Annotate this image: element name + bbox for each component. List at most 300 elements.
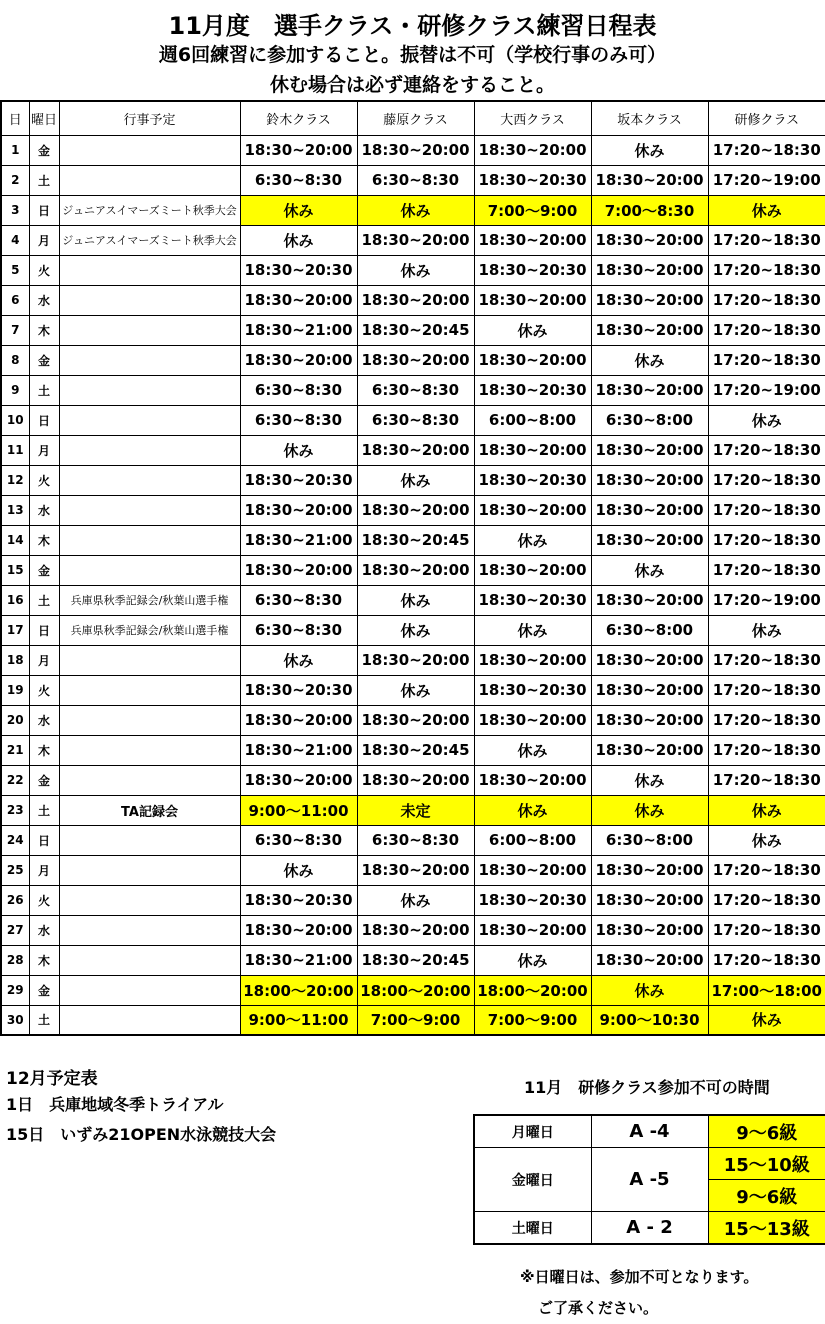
event-cell: TA記録会 bbox=[59, 795, 240, 825]
onishi-cell: 18:30~20:00 bbox=[474, 645, 591, 675]
fujiwara-cell: 6:30~8:30 bbox=[357, 375, 474, 405]
day-cell: 20 bbox=[1, 705, 29, 735]
suzuki-cell: 18:30~20:30 bbox=[240, 675, 357, 705]
weekday-cell: 土 bbox=[29, 165, 59, 195]
fujiwara-cell: 未定 bbox=[357, 795, 474, 825]
table-row bbox=[1, 675, 825, 705]
suzuki-cell: 9:00～11:00 bbox=[240, 795, 357, 825]
event-cell bbox=[59, 765, 240, 795]
onishi-cell: 18:30~20:00 bbox=[474, 345, 591, 375]
table-row bbox=[1, 195, 825, 225]
onishi-cell: 18:30~20:00 bbox=[474, 495, 591, 525]
table-row bbox=[1, 885, 825, 915]
kenshu-cell: 17:20~18:30 bbox=[708, 735, 825, 765]
kenshu-cell: 17:20~18:30 bbox=[708, 645, 825, 675]
table-row bbox=[1, 645, 825, 675]
sakamoto-cell: 休み bbox=[591, 975, 708, 1005]
weekday-cell: 木 bbox=[29, 735, 59, 765]
suzuki-cell: 18:30~20:00 bbox=[240, 915, 357, 945]
table-row bbox=[474, 1148, 825, 1180]
table-row bbox=[1, 255, 825, 285]
event-cell bbox=[59, 375, 240, 405]
weekday-cell: 日 bbox=[29, 195, 59, 225]
event-cell bbox=[59, 165, 240, 195]
sakamoto-cell: 18:30~20:00 bbox=[591, 915, 708, 945]
event-cell bbox=[59, 825, 240, 855]
onishi-cell: 7:00～9:00 bbox=[474, 1005, 591, 1035]
header-fujiwara: 藤原クラス bbox=[357, 101, 474, 135]
fujiwara-cell: 休み bbox=[357, 615, 474, 645]
fujiwara-cell: 18:30~20:00 bbox=[357, 855, 474, 885]
nr-class: A -5 bbox=[591, 1148, 708, 1212]
table-row bbox=[1, 405, 825, 435]
sakamoto-cell: 6:30~8:00 bbox=[591, 825, 708, 855]
day-cell: 13 bbox=[1, 495, 29, 525]
sakamoto-cell: 休み bbox=[591, 345, 708, 375]
table-row bbox=[1, 165, 825, 195]
table-row bbox=[1, 825, 825, 855]
kenshu-cell: 17:20~18:30 bbox=[708, 885, 825, 915]
day-cell: 30 bbox=[1, 1005, 29, 1035]
sakamoto-cell: 18:30~20:00 bbox=[591, 375, 708, 405]
kenshu-cell: 休み bbox=[708, 795, 825, 825]
fujiwara-cell: 休み bbox=[357, 675, 474, 705]
page-title: 11月度 選手クラス・研修クラス練習日程表 bbox=[168, 12, 657, 40]
table-row bbox=[1, 315, 825, 345]
suzuki-cell: 18:30~20:00 bbox=[240, 495, 357, 525]
sakamoto-cell: 18:30~20:00 bbox=[591, 945, 708, 975]
nr-day: 月曜日 bbox=[474, 1115, 591, 1148]
day-cell: 14 bbox=[1, 525, 29, 555]
suzuki-cell: 18:30~21:00 bbox=[240, 315, 357, 345]
onishi-cell: 休み bbox=[474, 615, 591, 645]
table-row bbox=[1, 615, 825, 645]
onishi-cell: 18:30~20:30 bbox=[474, 465, 591, 495]
fujiwara-cell: 18:30~20:45 bbox=[357, 945, 474, 975]
onishi-cell: 18:30~20:00 bbox=[474, 225, 591, 255]
nr-day: 金曜日 bbox=[474, 1148, 591, 1212]
day-cell: 19 bbox=[1, 675, 29, 705]
header-sakamoto: 坂本クラス bbox=[591, 101, 708, 135]
onishi-cell: 18:30~20:00 bbox=[474, 435, 591, 465]
sunday-note: ※日曜日は、参加不可となります。 bbox=[520, 1268, 759, 1286]
weekday-cell: 水 bbox=[29, 495, 59, 525]
sakamoto-cell: 18:30~20:00 bbox=[591, 315, 708, 345]
table-row bbox=[1, 735, 825, 765]
onishi-cell: 18:30~20:00 bbox=[474, 135, 591, 165]
sakamoto-cell: 18:30~20:00 bbox=[591, 285, 708, 315]
onishi-cell: 休み bbox=[474, 945, 591, 975]
suzuki-cell: 18:30~20:00 bbox=[240, 765, 357, 795]
fujiwara-cell: 6:30~8:30 bbox=[357, 405, 474, 435]
table-header-row bbox=[1, 101, 825, 135]
table-row bbox=[1, 1005, 825, 1035]
day-cell: 4 bbox=[1, 225, 29, 255]
event-cell bbox=[59, 555, 240, 585]
event-cell bbox=[59, 495, 240, 525]
fujiwara-cell: 休み bbox=[357, 195, 474, 225]
weekday-cell: 土 bbox=[29, 375, 59, 405]
kenshu-cell: 休み bbox=[708, 825, 825, 855]
suzuki-cell: 18:30~21:00 bbox=[240, 525, 357, 555]
header-kenshu: 研修クラス bbox=[708, 101, 825, 135]
fujiwara-cell: 休み bbox=[357, 465, 474, 495]
day-cell: 7 bbox=[1, 315, 29, 345]
onishi-cell: 18:30~20:30 bbox=[474, 885, 591, 915]
event-cell bbox=[59, 525, 240, 555]
sakamoto-cell: 休み bbox=[591, 135, 708, 165]
event-cell bbox=[59, 975, 240, 1005]
kenshu-cell: 17:20~18:30 bbox=[708, 285, 825, 315]
schedule-table bbox=[0, 100, 825, 1036]
event-cell: ジュニアスイマーズミート秋季大会 bbox=[59, 225, 240, 255]
table-row bbox=[1, 345, 825, 375]
event-cell bbox=[59, 705, 240, 735]
table-row bbox=[1, 855, 825, 885]
table-row bbox=[1, 795, 825, 825]
suzuki-cell: 休み bbox=[240, 195, 357, 225]
kenshu-cell: 17:20~19:00 bbox=[708, 375, 825, 405]
suzuki-cell: 18:30~20:00 bbox=[240, 135, 357, 165]
table-row bbox=[1, 135, 825, 165]
sakamoto-cell: 6:30~8:00 bbox=[591, 615, 708, 645]
day-cell: 5 bbox=[1, 255, 29, 285]
weekday-cell: 火 bbox=[29, 255, 59, 285]
kenshu-cell: 17:20~18:30 bbox=[708, 555, 825, 585]
table-row bbox=[1, 225, 825, 255]
table-row bbox=[1, 975, 825, 1005]
weekday-cell: 水 bbox=[29, 915, 59, 945]
subtitle-rule: 週6回練習に参加すること。振替は不可（学校行事のみ可） bbox=[158, 44, 667, 66]
day-cell: 24 bbox=[1, 825, 29, 855]
suzuki-cell: 18:30~20:00 bbox=[240, 555, 357, 585]
suzuki-cell: 休み bbox=[240, 225, 357, 255]
onishi-cell: 休み bbox=[474, 735, 591, 765]
kenshu-cell: 17:20~18:30 bbox=[708, 225, 825, 255]
fujiwara-cell: 18:30~20:00 bbox=[357, 705, 474, 735]
thanks-note: ご了承ください。 bbox=[538, 1299, 659, 1317]
sakamoto-cell: 休み bbox=[591, 765, 708, 795]
suzuki-cell: 6:30~8:30 bbox=[240, 165, 357, 195]
kenshu-cell: 休み bbox=[708, 195, 825, 225]
weekday-cell: 土 bbox=[29, 795, 59, 825]
sakamoto-cell: 18:30~20:00 bbox=[591, 255, 708, 285]
onishi-cell: 休み bbox=[474, 795, 591, 825]
suzuki-cell: 6:30~8:30 bbox=[240, 585, 357, 615]
sakamoto-cell: 18:30~20:00 bbox=[591, 165, 708, 195]
suzuki-cell: 休み bbox=[240, 435, 357, 465]
sakamoto-cell: 18:30~20:00 bbox=[591, 495, 708, 525]
onishi-cell: 7:00～9:00 bbox=[474, 195, 591, 225]
table-row bbox=[1, 945, 825, 975]
onishi-cell: 18:30~20:00 bbox=[474, 915, 591, 945]
onishi-cell: 18:30~20:00 bbox=[474, 555, 591, 585]
onishi-cell: 18:30~20:30 bbox=[474, 375, 591, 405]
kenshu-cell: 17:20~18:30 bbox=[708, 915, 825, 945]
day-cell: 26 bbox=[1, 885, 29, 915]
table-row bbox=[1, 705, 825, 735]
header-onishi: 大西クラス bbox=[474, 101, 591, 135]
fujiwara-cell: 18:30~20:00 bbox=[357, 915, 474, 945]
fujiwara-cell: 18:30~20:00 bbox=[357, 435, 474, 465]
day-cell: 21 bbox=[1, 735, 29, 765]
fujiwara-cell: 18:30~20:00 bbox=[357, 135, 474, 165]
weekday-cell: 火 bbox=[29, 675, 59, 705]
nr-class: A - 2 bbox=[591, 1212, 708, 1245]
suzuki-cell: 18:30~20:30 bbox=[240, 255, 357, 285]
table-row bbox=[1, 495, 825, 525]
table-row bbox=[1, 915, 825, 945]
suzuki-cell: 18:00～20:00 bbox=[240, 975, 357, 1005]
day-cell: 8 bbox=[1, 345, 29, 375]
day-cell: 22 bbox=[1, 765, 29, 795]
event-cell bbox=[59, 945, 240, 975]
fujiwara-cell: 休み bbox=[357, 255, 474, 285]
day-cell: 29 bbox=[1, 975, 29, 1005]
event-cell bbox=[59, 885, 240, 915]
kenshu-cell: 17:20~18:30 bbox=[708, 435, 825, 465]
kenshu-cell: 休み bbox=[708, 405, 825, 435]
sakamoto-cell: 18:30~20:00 bbox=[591, 675, 708, 705]
day-cell: 27 bbox=[1, 915, 29, 945]
event-cell: 兵庫県秋季記録会/秋葉山選手権 bbox=[59, 615, 240, 645]
nr-day: 土曜日 bbox=[474, 1212, 591, 1245]
december-item: 15日 いずみ21OPEN水泳競技大会 bbox=[6, 1125, 277, 1144]
suzuki-cell: 18:30~20:00 bbox=[240, 705, 357, 735]
day-cell: 2 bbox=[1, 165, 29, 195]
onishi-cell: 18:00～20:00 bbox=[474, 975, 591, 1005]
table-row bbox=[1, 465, 825, 495]
weekday-cell: 火 bbox=[29, 885, 59, 915]
onishi-cell: 18:30~20:30 bbox=[474, 255, 591, 285]
weekday-cell: 月 bbox=[29, 435, 59, 465]
weekday-cell: 火 bbox=[29, 465, 59, 495]
weekday-cell: 水 bbox=[29, 285, 59, 315]
onishi-cell: 休み bbox=[474, 315, 591, 345]
sakamoto-cell: 18:30~20:00 bbox=[591, 225, 708, 255]
kenshu-cell: 17:20~18:30 bbox=[708, 705, 825, 735]
kenshu-cell: 17:20~18:30 bbox=[708, 675, 825, 705]
fujiwara-cell: 18:30~20:00 bbox=[357, 285, 474, 315]
sakamoto-cell: 18:30~20:00 bbox=[591, 705, 708, 735]
table-row bbox=[1, 525, 825, 555]
day-cell: 16 bbox=[1, 585, 29, 615]
fujiwara-cell: 6:30~8:30 bbox=[357, 165, 474, 195]
weekday-cell: 日 bbox=[29, 615, 59, 645]
header-event: 行事予定 bbox=[59, 101, 240, 135]
kenshu-cell: 17:20~18:30 bbox=[708, 945, 825, 975]
nr-level: 15～10級 bbox=[708, 1148, 825, 1180]
table-row bbox=[474, 1115, 825, 1148]
fujiwara-cell: 18:30~20:00 bbox=[357, 765, 474, 795]
kenshu-cell: 17:20~18:30 bbox=[708, 135, 825, 165]
weekday-cell: 月 bbox=[29, 225, 59, 255]
kenshu-cell: 17:20~19:00 bbox=[708, 585, 825, 615]
day-cell: 17 bbox=[1, 615, 29, 645]
event-cell bbox=[59, 735, 240, 765]
kenshu-cell: 休み bbox=[708, 1005, 825, 1035]
day-cell: 9 bbox=[1, 375, 29, 405]
event-cell bbox=[59, 255, 240, 285]
fujiwara-cell: 休み bbox=[357, 585, 474, 615]
table-row bbox=[1, 765, 825, 795]
suzuki-cell: 6:30~8:30 bbox=[240, 825, 357, 855]
day-cell: 3 bbox=[1, 195, 29, 225]
suzuki-cell: 18:30~20:30 bbox=[240, 885, 357, 915]
suzuki-cell: 18:30~21:00 bbox=[240, 735, 357, 765]
day-cell: 6 bbox=[1, 285, 29, 315]
weekday-cell: 木 bbox=[29, 315, 59, 345]
event-cell bbox=[59, 645, 240, 675]
sakamoto-cell: 18:30~20:00 bbox=[591, 855, 708, 885]
day-cell: 25 bbox=[1, 855, 29, 885]
suzuki-cell: 9:00～11:00 bbox=[240, 1005, 357, 1035]
kenshu-cell: 17:20~18:30 bbox=[708, 525, 825, 555]
day-cell: 15 bbox=[1, 555, 29, 585]
onishi-cell: 休み bbox=[474, 525, 591, 555]
day-cell: 23 bbox=[1, 795, 29, 825]
table-row bbox=[1, 375, 825, 405]
event-cell bbox=[59, 345, 240, 375]
sakamoto-cell: 18:30~20:00 bbox=[591, 525, 708, 555]
onishi-cell: 18:30~20:30 bbox=[474, 585, 591, 615]
onishi-cell: 18:30~20:30 bbox=[474, 165, 591, 195]
day-cell: 18 bbox=[1, 645, 29, 675]
kenshu-cell: 17:20~18:30 bbox=[708, 315, 825, 345]
event-cell bbox=[59, 285, 240, 315]
weekday-cell: 月 bbox=[29, 645, 59, 675]
event-cell bbox=[59, 675, 240, 705]
suzuki-cell: 6:30~8:30 bbox=[240, 405, 357, 435]
table-row bbox=[1, 435, 825, 465]
day-cell: 1 bbox=[1, 135, 29, 165]
december-heading: 12月予定表 bbox=[6, 1069, 98, 1089]
event-cell bbox=[59, 315, 240, 345]
kenshu-cell: 休み bbox=[708, 615, 825, 645]
onishi-cell: 6:00~8:00 bbox=[474, 825, 591, 855]
event-cell bbox=[59, 435, 240, 465]
sakamoto-cell: 7:00～8:30 bbox=[591, 195, 708, 225]
weekday-cell: 日 bbox=[29, 825, 59, 855]
subtitle-contact: 休む場合は必ず連絡をすること。 bbox=[269, 74, 555, 96]
suzuki-cell: 休み bbox=[240, 645, 357, 675]
table-row bbox=[1, 555, 825, 585]
suzuki-cell: 18:30~21:00 bbox=[240, 945, 357, 975]
weekday-cell: 月 bbox=[29, 855, 59, 885]
event-cell: ジュニアスイマーズミート秋季大会 bbox=[59, 195, 240, 225]
header-day: 日 bbox=[1, 101, 29, 135]
sakamoto-cell: 18:30~20:00 bbox=[591, 465, 708, 495]
onishi-cell: 18:30~20:30 bbox=[474, 675, 591, 705]
table-row bbox=[474, 1212, 825, 1245]
suzuki-cell: 6:30~8:30 bbox=[240, 375, 357, 405]
sakamoto-cell: 9:00～10:30 bbox=[591, 1005, 708, 1035]
fujiwara-cell: 18:00～20:00 bbox=[357, 975, 474, 1005]
suzuki-cell: 18:30~20:00 bbox=[240, 285, 357, 315]
weekday-cell: 土 bbox=[29, 1005, 59, 1035]
fujiwara-cell: 7:00～9:00 bbox=[357, 1005, 474, 1035]
kenshu-cell: 17:20~19:00 bbox=[708, 165, 825, 195]
weekday-cell: 金 bbox=[29, 345, 59, 375]
table-row bbox=[1, 585, 825, 615]
kenshu-cell: 17:20~18:30 bbox=[708, 465, 825, 495]
fujiwara-cell: 18:30~20:00 bbox=[357, 555, 474, 585]
nr-level: 9～6級 bbox=[708, 1180, 825, 1212]
onishi-cell: 18:30~20:00 bbox=[474, 765, 591, 795]
sakamoto-cell: 6:30~8:00 bbox=[591, 405, 708, 435]
day-cell: 28 bbox=[1, 945, 29, 975]
sakamoto-cell: 18:30~20:00 bbox=[591, 585, 708, 615]
fujiwara-cell: 18:30~20:00 bbox=[357, 645, 474, 675]
event-cell bbox=[59, 135, 240, 165]
not-allowed-title: 11月 研修クラス参加不可の時間 bbox=[524, 1078, 770, 1097]
fujiwara-cell: 休み bbox=[357, 885, 474, 915]
event-cell bbox=[59, 405, 240, 435]
fujiwara-cell: 18:30~20:00 bbox=[357, 495, 474, 525]
suzuki-cell: 18:30~20:00 bbox=[240, 345, 357, 375]
onishi-cell: 18:30~20:00 bbox=[474, 855, 591, 885]
suzuki-cell: 18:30~20:30 bbox=[240, 465, 357, 495]
onishi-cell: 18:30~20:00 bbox=[474, 705, 591, 735]
fujiwara-cell: 18:30~20:45 bbox=[357, 525, 474, 555]
kenshu-cell: 17:20~18:30 bbox=[708, 495, 825, 525]
weekday-cell: 土 bbox=[29, 585, 59, 615]
kenshu-cell: 17:20~18:30 bbox=[708, 855, 825, 885]
december-item: 1日 兵庫地域冬季トライアル bbox=[6, 1095, 224, 1114]
header-weekday: 曜日 bbox=[29, 101, 59, 135]
kenshu-cell: 17:20~18:30 bbox=[708, 345, 825, 375]
sakamoto-cell: 18:30~20:00 bbox=[591, 645, 708, 675]
fujiwara-cell: 6:30~8:30 bbox=[357, 825, 474, 855]
fujiwara-cell: 18:30~20:00 bbox=[357, 225, 474, 255]
suzuki-cell: 休み bbox=[240, 855, 357, 885]
fujiwara-cell: 18:30~20:45 bbox=[357, 735, 474, 765]
not-allowed-table bbox=[473, 1114, 825, 1245]
kenshu-cell: 17:20~18:30 bbox=[708, 255, 825, 285]
header-suzuki: 鈴木クラス bbox=[240, 101, 357, 135]
sakamoto-cell: 18:30~20:00 bbox=[591, 435, 708, 465]
event-cell: 兵庫県秋季記録会/秋葉山選手権 bbox=[59, 585, 240, 615]
day-cell: 11 bbox=[1, 435, 29, 465]
day-cell: 12 bbox=[1, 465, 29, 495]
sakamoto-cell: 休み bbox=[591, 795, 708, 825]
day-cell: 10 bbox=[1, 405, 29, 435]
onishi-cell: 18:30~20:00 bbox=[474, 285, 591, 315]
sakamoto-cell: 休み bbox=[591, 555, 708, 585]
fujiwara-cell: 18:30~20:00 bbox=[357, 345, 474, 375]
suzuki-cell: 6:30~8:30 bbox=[240, 615, 357, 645]
event-cell bbox=[59, 855, 240, 885]
weekday-cell: 木 bbox=[29, 525, 59, 555]
kenshu-cell: 17:00～18:00 bbox=[708, 975, 825, 1005]
weekday-cell: 水 bbox=[29, 705, 59, 735]
sakamoto-cell: 18:30~20:00 bbox=[591, 735, 708, 765]
onishi-cell: 6:00~8:00 bbox=[474, 405, 591, 435]
nr-class: A -4 bbox=[591, 1115, 708, 1148]
weekday-cell: 日 bbox=[29, 405, 59, 435]
weekday-cell: 金 bbox=[29, 765, 59, 795]
kenshu-cell: 17:20~18:30 bbox=[708, 765, 825, 795]
weekday-cell: 金 bbox=[29, 135, 59, 165]
event-cell bbox=[59, 915, 240, 945]
sakamoto-cell: 18:30~20:00 bbox=[591, 885, 708, 915]
weekday-cell: 金 bbox=[29, 555, 59, 585]
event-cell bbox=[59, 465, 240, 495]
table-row bbox=[1, 285, 825, 315]
fujiwara-cell: 18:30~20:45 bbox=[357, 315, 474, 345]
nr-level: 15～13級 bbox=[708, 1212, 825, 1245]
nr-level: 9～6級 bbox=[708, 1115, 825, 1148]
